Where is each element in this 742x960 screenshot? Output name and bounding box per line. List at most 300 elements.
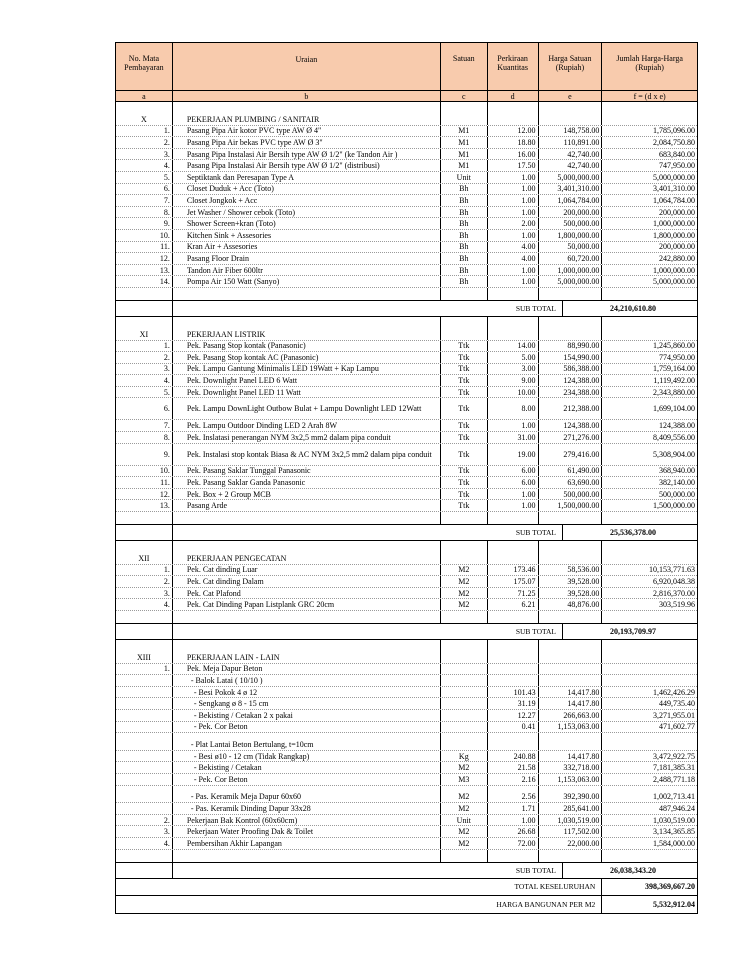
item-total: 382,140.00 bbox=[659, 478, 695, 488]
item-number: 11. bbox=[116, 242, 173, 253]
section-header-row bbox=[116, 652, 697, 664]
item-description: Pompa Air 150 Watt (Sanyo) bbox=[173, 276, 441, 287]
item-number: 2. bbox=[116, 137, 173, 148]
item-quantity: 6.21 bbox=[488, 599, 539, 610]
per-m2-label: HARGA BANGUNAN PER M2 bbox=[116, 896, 602, 913]
item-unit-price: 88,990.00 bbox=[539, 341, 603, 352]
item-unit-price: 154,990.00 bbox=[539, 352, 603, 363]
section-title: PEKERJAAN PENGECATAN bbox=[173, 553, 441, 564]
item-unit: M2 bbox=[441, 826, 488, 837]
item-description: Shower Screen+kran (Toto) bbox=[173, 218, 441, 229]
table-row bbox=[116, 364, 697, 376]
item-unit: Bh bbox=[441, 218, 488, 229]
item-unit: Ttk bbox=[441, 466, 488, 477]
header-harga: Harga Satuan (Rupiah) bbox=[539, 43, 603, 90]
item-number bbox=[116, 675, 173, 686]
item-unit-price bbox=[539, 664, 603, 675]
subtotal-label: SUB TOTAL bbox=[173, 863, 563, 878]
item-unit: M3 bbox=[441, 774, 488, 785]
table-row bbox=[116, 687, 697, 699]
item-total: 683,840.00 bbox=[659, 149, 695, 159]
table-row bbox=[116, 352, 697, 364]
per-m2-row bbox=[116, 896, 697, 913]
item-unit-price: 22,000.00 bbox=[539, 838, 603, 849]
item-quantity: 2.00 bbox=[488, 218, 539, 229]
item-quantity: 1.00 bbox=[488, 420, 539, 431]
item-unit: Ttk bbox=[441, 489, 488, 500]
item-description: Pek. Cat Dinding Papan Listplank GRC 20cm bbox=[173, 599, 441, 610]
item-number: 1. bbox=[116, 126, 173, 137]
table-row bbox=[116, 710, 697, 722]
item-total: 500,000.00 bbox=[659, 489, 695, 499]
table-row bbox=[116, 341, 697, 353]
section-number: XI bbox=[116, 329, 173, 340]
item-total: 1,785,096.00 bbox=[653, 126, 695, 136]
item-number: 8. bbox=[116, 432, 173, 443]
section-title: PEKERJAAN LAIN - LAIN bbox=[173, 652, 441, 663]
item-unit: Bh bbox=[441, 242, 488, 253]
item-number: 12. bbox=[116, 253, 173, 264]
table-row bbox=[116, 675, 697, 687]
table-row bbox=[116, 218, 697, 230]
subtotal-label: SUB TOTAL bbox=[173, 301, 563, 316]
table-row bbox=[116, 588, 697, 600]
table-row bbox=[116, 722, 697, 734]
item-description: - Pas. Keramik Dinding Dapur 33x28 bbox=[173, 803, 441, 814]
table-row bbox=[116, 375, 697, 387]
subtotal-label: SUB TOTAL bbox=[173, 525, 563, 540]
item-quantity: 16.00 bbox=[488, 149, 539, 160]
item-total: 2,488,771.18 bbox=[653, 774, 695, 784]
item-description: Pek. Pasang Stop kontak AC (Panasonic) bbox=[173, 352, 441, 363]
header-uraian: Uraian bbox=[173, 43, 441, 90]
item-quantity: 101.43 bbox=[488, 687, 539, 698]
table-header bbox=[116, 43, 697, 91]
table-row bbox=[116, 444, 697, 466]
item-quantity: 1.00 bbox=[488, 207, 539, 218]
item-description: Pasang Pipa Air kotor PVC type AW Ø 4" bbox=[173, 126, 441, 137]
item-number bbox=[116, 698, 173, 709]
item-number bbox=[116, 710, 173, 721]
item-number: 4. bbox=[116, 838, 173, 849]
item-description: Pek. Box + 2 Group MCB bbox=[173, 489, 441, 500]
item-unit-price: 58,536.00 bbox=[539, 565, 603, 576]
item-unit-price: 5,000,000.00 bbox=[539, 276, 603, 287]
subtotal-label: SUB TOTAL bbox=[173, 624, 563, 639]
item-description: - Bekisting / Cetakan bbox=[173, 762, 441, 773]
item-description: Tandon Air Fiber 600ltr bbox=[173, 265, 441, 276]
table-row bbox=[116, 739, 697, 751]
item-description: Closet Jongkok + Acc bbox=[173, 195, 441, 206]
header-no: No. Mata Pembayaran bbox=[116, 43, 173, 90]
item-unit: Ttk bbox=[441, 420, 488, 431]
item-unit-price: 39,528.00 bbox=[539, 576, 603, 587]
item-unit-price bbox=[539, 675, 603, 686]
item-number: 2. bbox=[116, 576, 173, 587]
letter-a: a bbox=[116, 91, 173, 101]
item-total: 6,920,048.38 bbox=[653, 577, 695, 587]
grand-total-label: TOTAL KESELURUHAN bbox=[116, 879, 602, 895]
letter-e: e bbox=[539, 91, 603, 101]
table-body bbox=[116, 102, 697, 879]
item-number: 13. bbox=[116, 500, 173, 511]
item-description: - Besi ø10 - 12 cm (Tidak Rangkap) bbox=[173, 751, 441, 762]
item-quantity: 4.00 bbox=[488, 242, 539, 253]
item-description: Pek. Pasang Stop kontak (Panasonic) bbox=[173, 341, 441, 352]
item-quantity: 1.00 bbox=[488, 184, 539, 195]
item-description: Pek. Lampu Outdoor Dinding LED 2 Arah 8W bbox=[173, 420, 441, 431]
item-number: 5. bbox=[116, 172, 173, 183]
subtotal-row bbox=[116, 623, 697, 640]
item-quantity: 19.00 bbox=[488, 444, 539, 465]
item-quantity: 18.80 bbox=[488, 137, 539, 148]
item-quantity: 1.00 bbox=[488, 276, 539, 287]
item-number: 11. bbox=[116, 477, 173, 488]
item-quantity: 26.68 bbox=[488, 826, 539, 837]
item-number bbox=[116, 751, 173, 762]
item-number: 1. bbox=[116, 565, 173, 576]
item-total: 1,245,860.00 bbox=[653, 341, 695, 351]
item-unit: M2 bbox=[441, 588, 488, 599]
item-unit bbox=[441, 739, 488, 750]
item-total: 1,500,000.00 bbox=[653, 501, 695, 511]
item-unit-price: 234,388.00 bbox=[539, 387, 603, 398]
item-unit: Bh bbox=[441, 276, 488, 287]
item-total: 3,472,922.75 bbox=[653, 751, 695, 761]
item-description: Pek. Lampu DownLight Outbow Bulat + Lampu Downlight LED 12Watt bbox=[173, 398, 441, 419]
item-quantity: 0.41 bbox=[488, 722, 539, 733]
item-quantity: 12.27 bbox=[488, 710, 539, 721]
item-unit-price: 1,064,784.00 bbox=[539, 195, 603, 206]
item-quantity: 4.00 bbox=[488, 253, 539, 264]
item-total: 1,064,784.00 bbox=[653, 195, 695, 205]
item-unit-price: 48,876.00 bbox=[539, 599, 603, 610]
item-total: 747,950.00 bbox=[659, 161, 695, 171]
spacer-row bbox=[116, 541, 697, 553]
item-unit-price: 586,388.00 bbox=[539, 364, 603, 375]
item-description: Kitchen Sink + Assesories bbox=[173, 230, 441, 241]
item-total: 3,401,310.00 bbox=[653, 184, 695, 194]
item-unit-price: 1,000,000.00 bbox=[539, 265, 603, 276]
item-total: 1,584,000.00 bbox=[653, 838, 695, 848]
item-description: - Pas. Keramik Meja Dapur 60x60 bbox=[173, 792, 441, 803]
item-unit-price: 212,388.00 bbox=[539, 398, 603, 419]
item-total: 2,816,370.00 bbox=[653, 588, 695, 598]
item-description: Pembersihan Akhir Lapangan bbox=[173, 838, 441, 849]
item-number: 13. bbox=[116, 265, 173, 276]
letter-b: b bbox=[173, 91, 441, 101]
item-number: 4. bbox=[116, 599, 173, 610]
item-total: 1,462,426.29 bbox=[653, 687, 695, 697]
item-unit-price: 14,417.80 bbox=[539, 687, 603, 698]
item-number: 12. bbox=[116, 489, 173, 500]
item-unit: Ttk bbox=[441, 352, 488, 363]
subtotal-value: 20,193,709.97 bbox=[610, 627, 656, 636]
item-unit-price: 200,000.00 bbox=[539, 207, 603, 218]
item-total: 1,699,104.00 bbox=[653, 404, 695, 414]
item-unit-price: 279,416.00 bbox=[539, 444, 603, 465]
section-header-row bbox=[116, 553, 697, 565]
item-quantity: 6.00 bbox=[488, 477, 539, 488]
item-number: 2. bbox=[116, 352, 173, 363]
item-quantity: 6.00 bbox=[488, 466, 539, 477]
item-unit: Ttk bbox=[441, 477, 488, 488]
item-unit: Ttk bbox=[441, 432, 488, 443]
item-unit: M2 bbox=[441, 838, 488, 849]
item-description: Septiktank dan Peresapan Type A bbox=[173, 172, 441, 183]
item-description: Pasang Pipa Instalasi Air Bersih type AW Ø 1/2" (distribusi) bbox=[173, 160, 441, 171]
table-row bbox=[116, 137, 697, 149]
item-quantity: 17.50 bbox=[488, 160, 539, 171]
item-total: 7,181,385.31 bbox=[653, 763, 695, 773]
item-unit: Ttk bbox=[441, 500, 488, 511]
item-unit bbox=[441, 722, 488, 733]
table-row bbox=[116, 698, 697, 710]
item-number: 3. bbox=[116, 826, 173, 837]
table-row bbox=[116, 398, 697, 420]
item-unit-price: 42,740.00 bbox=[539, 160, 603, 171]
item-unit: Unit bbox=[441, 172, 488, 183]
item-unit-price: 266,663.00 bbox=[539, 710, 603, 721]
item-unit: M2 bbox=[441, 599, 488, 610]
table-row bbox=[116, 207, 697, 219]
item-quantity: 1.00 bbox=[488, 172, 539, 183]
item-total: 3,134,365.85 bbox=[653, 827, 695, 837]
letter-f: f = (d x e) bbox=[633, 91, 666, 101]
spacer-row bbox=[116, 512, 697, 524]
item-quantity bbox=[488, 664, 539, 675]
item-number bbox=[116, 739, 173, 750]
item-number: 7. bbox=[116, 420, 173, 431]
section-header-row bbox=[116, 114, 697, 126]
item-unit-price: 39,528.00 bbox=[539, 588, 603, 599]
item-number bbox=[116, 762, 173, 773]
item-number: 6. bbox=[116, 184, 173, 195]
item-number bbox=[116, 722, 173, 733]
table-row bbox=[116, 500, 697, 512]
item-unit-price: 117,502.00 bbox=[539, 826, 603, 837]
item-description: Pek. Pasang Saklar Ganda Panasonic bbox=[173, 477, 441, 488]
item-unit: Kg bbox=[441, 751, 488, 762]
item-quantity: 1.00 bbox=[488, 500, 539, 511]
item-quantity: 1.71 bbox=[488, 803, 539, 814]
item-total: 5,000,000.00 bbox=[653, 172, 695, 182]
table-row bbox=[116, 160, 697, 172]
item-unit: Bh bbox=[441, 207, 488, 218]
item-quantity: 12.00 bbox=[488, 126, 539, 137]
item-unit-price: 271,276.00 bbox=[539, 432, 603, 443]
item-number: 10. bbox=[116, 466, 173, 477]
item-unit: Unit bbox=[441, 815, 488, 826]
item-unit-price: 1,800,000.00 bbox=[539, 230, 603, 241]
item-number: 1. bbox=[116, 341, 173, 352]
table-row bbox=[116, 466, 697, 478]
item-description: Pasang Pipa Instalasi Air Bersih type AW Ø 1/2" (ke Tandon Air ) bbox=[173, 149, 441, 160]
item-total: 471,602.77 bbox=[659, 722, 695, 732]
item-total: 303,519.96 bbox=[659, 600, 695, 610]
item-quantity: 8.00 bbox=[488, 398, 539, 419]
item-quantity: 1.00 bbox=[488, 489, 539, 500]
item-total: 124,388.00 bbox=[659, 421, 695, 431]
item-unit-price: 50,000.00 bbox=[539, 242, 603, 253]
item-total: 1,119,492.00 bbox=[653, 376, 695, 386]
subtotal-row bbox=[116, 862, 697, 879]
item-total: 1,759,164.00 bbox=[653, 364, 695, 374]
item-unit-price: 332,718.00 bbox=[539, 762, 603, 773]
table-row bbox=[116, 489, 697, 501]
item-total: 2,343,880.00 bbox=[653, 387, 695, 397]
item-number bbox=[116, 792, 173, 803]
item-unit-price: 60,720.00 bbox=[539, 253, 603, 264]
spacer-row bbox=[116, 850, 697, 862]
table-row bbox=[116, 195, 697, 207]
item-total: 8,409,556.00 bbox=[653, 432, 695, 442]
item-unit-price: 14,417.80 bbox=[539, 751, 603, 762]
letter-d: d bbox=[488, 91, 539, 101]
item-total: 368,940.00 bbox=[659, 466, 695, 476]
spacer-row bbox=[116, 317, 697, 329]
item-unit: Bh bbox=[441, 265, 488, 276]
item-unit-price: 61,490.00 bbox=[539, 466, 603, 477]
item-unit: Ttk bbox=[441, 387, 488, 398]
table-row bbox=[116, 242, 697, 254]
item-unit: Bh bbox=[441, 253, 488, 264]
table-row bbox=[116, 253, 697, 265]
table-row bbox=[116, 751, 697, 763]
item-unit: M1 bbox=[441, 137, 488, 148]
item-total bbox=[602, 675, 697, 686]
item-unit-price: 42,740.00 bbox=[539, 149, 603, 160]
subtotal-row bbox=[116, 300, 697, 317]
item-unit-price: 392,390.00 bbox=[539, 792, 603, 803]
item-unit-price: 285,641.00 bbox=[539, 803, 603, 814]
table-row bbox=[116, 230, 697, 242]
section-number: XIII bbox=[116, 652, 173, 663]
item-number: 14. bbox=[116, 276, 173, 287]
spacer-row bbox=[116, 288, 697, 300]
table-row bbox=[116, 826, 697, 838]
item-unit-price: 110,891.00 bbox=[539, 137, 603, 148]
table-row bbox=[116, 387, 697, 399]
grand-total-row bbox=[116, 879, 697, 896]
item-description: Pekerjaan Water Proofing Dak & Toilet bbox=[173, 826, 441, 837]
table-row bbox=[116, 477, 697, 489]
table-row bbox=[116, 126, 697, 138]
item-unit: M2 bbox=[441, 792, 488, 803]
item-number: 3. bbox=[116, 149, 173, 160]
item-unit: Ttk bbox=[441, 444, 488, 465]
item-unit: Ttk bbox=[441, 375, 488, 386]
rab-table bbox=[115, 42, 698, 914]
per-m2-value: 5,532,912.04 bbox=[653, 899, 695, 909]
table-row bbox=[116, 149, 697, 161]
item-quantity: 1.00 bbox=[488, 195, 539, 206]
item-total: 1,000,000.00 bbox=[653, 219, 695, 229]
item-description: Pek. Pasang Saklar Tunggal Panasonic bbox=[173, 466, 441, 477]
header-jumlah: Jumlah Harga-Harga (Rupiah) bbox=[616, 54, 683, 72]
item-total: 1,002,713.41 bbox=[653, 792, 695, 802]
spacer-row bbox=[116, 611, 697, 623]
item-description: - Bekisting / Cetakan 2 x pakai bbox=[173, 710, 441, 721]
item-unit: Bh bbox=[441, 230, 488, 241]
item-description: Pek. Cat dinding Dalam bbox=[173, 576, 441, 587]
table-row bbox=[116, 565, 697, 577]
item-quantity bbox=[488, 675, 539, 686]
item-total: 487,946.24 bbox=[659, 803, 695, 813]
item-unit-price: 124,388.00 bbox=[539, 375, 603, 386]
item-number bbox=[116, 687, 173, 698]
item-unit-price: 1,153,063.00 bbox=[539, 722, 603, 733]
item-quantity: 72.00 bbox=[488, 838, 539, 849]
item-unit: M1 bbox=[441, 126, 488, 137]
subtotal-row bbox=[116, 524, 697, 541]
item-description: Pasang Arde bbox=[173, 500, 441, 511]
subtotal-value: 26,038,343.20 bbox=[610, 865, 656, 875]
item-unit: Ttk bbox=[441, 398, 488, 419]
item-total: 3,271,955.01 bbox=[653, 710, 695, 720]
item-unit: Bh bbox=[441, 184, 488, 195]
item-unit-price: 5,000,000.00 bbox=[539, 172, 603, 183]
section-title: PEKERJAAN LISTRIK bbox=[173, 329, 441, 340]
item-total: 5,308,904.00 bbox=[653, 449, 695, 459]
item-total: 1,800,000.00 bbox=[653, 230, 695, 240]
item-description: - Pek. Cor Beton bbox=[173, 722, 441, 733]
table-row bbox=[116, 432, 697, 444]
item-quantity: 5.00 bbox=[488, 352, 539, 363]
item-unit bbox=[441, 710, 488, 721]
item-quantity: 1.00 bbox=[488, 230, 539, 241]
item-unit-price: 3,401,310.00 bbox=[539, 184, 603, 195]
table-row bbox=[116, 803, 697, 815]
item-quantity: 3.00 bbox=[488, 364, 539, 375]
item-total: 10,153,771.63 bbox=[649, 565, 695, 575]
item-quantity: 14.00 bbox=[488, 341, 539, 352]
item-number: 7. bbox=[116, 195, 173, 206]
subtotal-value: 24,210,610.80 bbox=[610, 303, 656, 313]
item-unit bbox=[441, 687, 488, 698]
table-row bbox=[116, 420, 697, 432]
item-description: Pasang Pipa Air bekas PVC type AW Ø 3" bbox=[173, 137, 441, 148]
table-row bbox=[116, 792, 697, 804]
section-title: PEKERJAAN PLUMBING / SANITAIR bbox=[173, 114, 441, 125]
table-row bbox=[116, 815, 697, 827]
header-satuan: Satuan bbox=[441, 43, 488, 90]
table-row bbox=[116, 265, 697, 277]
item-description: Closet Duduk + Acc (Toto) bbox=[173, 184, 441, 195]
item-description: Pek. Instalasi stop kontak Biasa & AC NYM 3x2,5 mm2 dalam pipa conduit bbox=[173, 444, 441, 465]
item-total: 2,084,750.80 bbox=[653, 137, 695, 147]
item-description: Pekerjaan Bak Kontrol (60x60cm) bbox=[173, 815, 441, 826]
table-row bbox=[116, 184, 697, 196]
item-number: 3. bbox=[116, 588, 173, 599]
item-unit-price: 124,388.00 bbox=[539, 420, 603, 431]
table-row bbox=[116, 276, 697, 288]
item-number: 9. bbox=[116, 218, 173, 229]
subtotal-value: 25,536,378.00 bbox=[610, 528, 656, 538]
item-unit: Bh bbox=[441, 195, 488, 206]
item-number: 4. bbox=[116, 375, 173, 386]
item-unit-price: 1,153,063.00 bbox=[539, 774, 603, 785]
header-kuantitas: Perkiraan Kuantitas bbox=[488, 43, 539, 90]
table-row bbox=[116, 838, 697, 850]
item-number: 10. bbox=[116, 230, 173, 241]
item-quantity: 240.88 bbox=[488, 751, 539, 762]
item-unit: M1 bbox=[441, 149, 488, 160]
item-unit: M2 bbox=[441, 576, 488, 587]
item-unit bbox=[441, 664, 488, 675]
item-description: Pek. Inslatasi penerangan NYM 3x2,5 mm2 dalam pipa conduit bbox=[173, 432, 441, 443]
grand-total-value: 398,369,667.20 bbox=[645, 882, 695, 891]
